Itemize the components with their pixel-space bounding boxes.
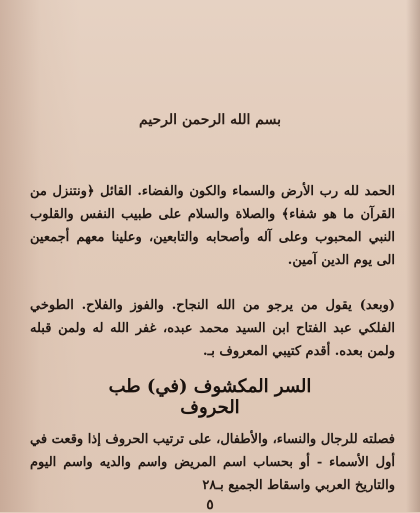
page-edge-shadow (406, 0, 420, 512)
section-heading: السر المكشوف (في) طب الحروف (108, 376, 312, 418)
basmala-header: بسم الله الرحمن الرحيم (139, 112, 281, 128)
section-paragraph: فصلته للرجال والنساء، والأطفال، على ترتيب الحروف إذا وقعت في أول الأسماء - أو بحساب اسم المريض واسم والديه واسم اليوم والتاريخ العربي واسقاط الجميع بـ٢٨ (30, 432, 395, 493)
page-number: ٥ (206, 497, 214, 513)
opening-paragraph: الحمد لله رب الأرض والسماء والكون والفضاء. القائل ﴿ونتنزل من القرآن ما هو شفاء﴾ والصلاة والسلام على طبيب النفس والقلوب النبي المحبوب وعلى آله وأصحابه والتابعين، وعلينا معهم أجمعين الى يوم الدين آمين. (30, 184, 395, 268)
introduction-paragraph: (وبعد) يقول من يرجو من الله النجاح. والفوز والفلاح. الطوخي الفلكي عبد الفتاح ابن السيد محمد عبده، غفر الله له ولمن قبله ولمن بعده. أقدم كتيبي المعروف بـ. (30, 298, 395, 359)
